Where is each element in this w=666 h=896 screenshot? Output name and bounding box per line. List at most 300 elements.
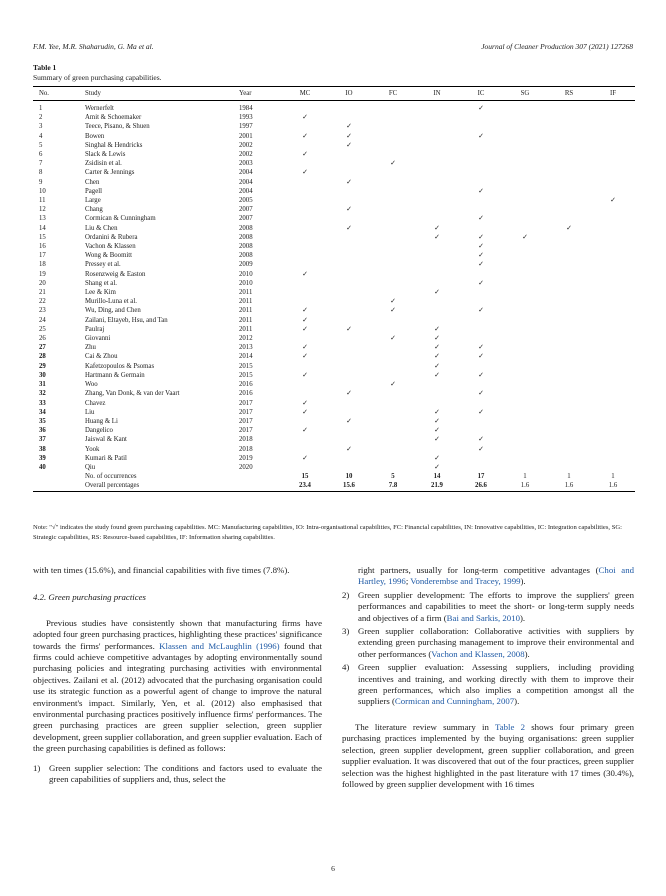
list-item <box>33 763 322 786</box>
cell-empty <box>547 150 591 159</box>
cell-empty <box>327 196 371 205</box>
checkmark-cell: ✓ <box>390 307 396 315</box>
capabilities-table <box>33 86 635 492</box>
cell-empty <box>503 242 547 251</box>
table-reference-link[interactable]: Table 2 <box>494 721 526 732</box>
table-row <box>33 408 635 417</box>
cell-empty <box>591 101 635 114</box>
row-number: 33 <box>39 399 46 407</box>
cell-empty <box>371 242 415 251</box>
cell-empty <box>415 159 459 168</box>
study-name: Cai & Zhou <box>85 353 118 361</box>
cell-empty <box>415 399 459 408</box>
cell-empty <box>327 399 371 408</box>
row-number: 39 <box>39 454 46 462</box>
cell-empty <box>503 389 547 398</box>
study-name: Chen <box>85 178 100 186</box>
study-year: 2011 <box>239 307 253 315</box>
column-header: FC <box>371 87 415 101</box>
cell-empty <box>327 371 371 380</box>
cell-empty <box>503 380 547 389</box>
cell-empty <box>503 306 547 315</box>
cell-empty <box>547 316 591 325</box>
checkmark-cell: ✓ <box>302 132 308 140</box>
table-row <box>33 334 635 343</box>
cell-empty <box>503 463 547 472</box>
checkmark-cell: ✓ <box>346 417 352 425</box>
checkmark-cell: ✓ <box>302 371 308 379</box>
cell-empty <box>547 251 591 260</box>
cell-empty <box>547 101 591 114</box>
table-row <box>33 187 635 196</box>
study-year: 2011 <box>239 316 253 324</box>
cell-empty <box>371 260 415 269</box>
cell-empty <box>547 113 591 122</box>
occurrence-count: 10 <box>345 473 353 481</box>
table-row <box>33 242 635 251</box>
cell-empty <box>591 463 635 472</box>
cell-empty <box>547 445 591 454</box>
study-year: 2002 <box>239 141 253 149</box>
citation-link[interactable]: Bai and Sarkis, 2010 <box>446 612 520 623</box>
study-year: 2011 <box>239 325 253 333</box>
cell-empty <box>547 187 591 196</box>
cell-empty <box>371 178 415 187</box>
cell-empty <box>371 132 415 141</box>
checkmark-cell: ✓ <box>478 408 484 416</box>
study-name: Rosenzweig & Easton <box>85 270 146 278</box>
cell-empty <box>327 168 371 177</box>
cell-empty <box>503 445 547 454</box>
percentage-value: 26.6 <box>459 481 503 491</box>
study-name: Liu & Chen <box>85 224 118 232</box>
cell-empty <box>283 214 327 223</box>
checkmark-cell: ✓ <box>434 371 440 379</box>
checkmark-cell: ✓ <box>390 381 396 389</box>
table-row <box>33 270 635 279</box>
cell-empty <box>591 224 635 233</box>
cell-empty <box>547 132 591 141</box>
study-name: Amit & Schoemaker <box>85 114 142 122</box>
table-row <box>33 101 635 114</box>
running-header-authors: F.M. Yee, M.R. Shaharudin, G. Ma et al. <box>33 42 154 51</box>
cell-empty <box>283 251 327 260</box>
cell-empty <box>415 196 459 205</box>
cell-empty <box>327 380 371 389</box>
citation-link[interactable]: Vachon and Klassen, 2008 <box>431 648 525 659</box>
cell-empty <box>503 417 547 426</box>
cell-empty <box>503 426 547 435</box>
citation-link[interactable]: Cormican and Cunningham, 2007 <box>394 696 515 707</box>
cell-empty <box>283 224 327 233</box>
cell-empty <box>547 435 591 444</box>
study-year: 2016 <box>239 381 253 389</box>
cell-empty <box>547 288 591 297</box>
study-name: Carter & Jennings <box>85 169 135 177</box>
row-number: 14 <box>39 224 46 232</box>
list-number: 4) <box>342 662 350 673</box>
checkmark-cell: ✓ <box>478 261 484 269</box>
cell-empty <box>459 113 503 122</box>
cell-empty <box>415 168 459 177</box>
occurrence-count: 17 <box>477 473 485 481</box>
study-year: 2017 <box>239 427 253 435</box>
study-name: Teece, Pisano, & Shuen <box>85 123 150 131</box>
cell-empty <box>459 380 503 389</box>
running-header-journal: Journal of Cleaner Production 307 (2021) 127268 <box>481 42 633 51</box>
cell-empty <box>591 150 635 159</box>
cell-empty <box>371 279 415 288</box>
study-year: 2016 <box>239 390 253 398</box>
checkmark-cell: ✓ <box>478 344 484 352</box>
row-number: 25 <box>39 325 46 333</box>
text-span: ). <box>520 576 526 587</box>
table-row <box>33 159 635 168</box>
cell-empty <box>591 306 635 315</box>
checkmark-cell: ✓ <box>434 408 440 416</box>
study-year: 2015 <box>239 371 253 379</box>
cell-empty <box>283 288 327 297</box>
cell-empty <box>233 481 283 491</box>
list-number: 3) <box>342 626 350 637</box>
cell-empty <box>415 316 459 325</box>
cell-empty <box>503 159 547 168</box>
cell-empty <box>547 463 591 472</box>
checkmark-cell: ✓ <box>478 243 484 251</box>
cell-empty <box>371 352 415 361</box>
text-span: ). <box>524 648 530 659</box>
cell-empty <box>503 334 547 343</box>
cell-empty <box>415 251 459 260</box>
cell-empty <box>371 101 415 114</box>
cell-empty <box>371 214 415 223</box>
cell-empty <box>327 187 371 196</box>
cell-empty <box>503 343 547 352</box>
cell-empty <box>327 306 371 315</box>
list-item <box>342 590 634 624</box>
left-text-column <box>33 565 322 786</box>
cell-empty <box>591 113 635 122</box>
column-header: MC <box>283 87 327 101</box>
cell-empty <box>503 297 547 306</box>
checkmark-cell: ✓ <box>346 445 352 453</box>
checkmark-cell: ✓ <box>478 105 484 112</box>
cell-empty <box>459 159 503 168</box>
table-row <box>33 168 635 177</box>
table-row <box>33 288 635 297</box>
cell-empty <box>591 325 635 334</box>
citation-link[interactable]: Vonderembse and Tracey, 1999 <box>410 576 521 587</box>
cell-empty <box>327 270 371 279</box>
percentage-value: 21.9 <box>415 481 459 491</box>
cell-empty <box>327 113 371 122</box>
cell-empty <box>459 122 503 131</box>
cell-empty <box>547 389 591 398</box>
checkmark-cell: ✓ <box>346 224 352 232</box>
cell-empty <box>503 101 547 114</box>
study-name: Vachon & Klassen <box>85 243 136 251</box>
table-row <box>33 343 635 352</box>
study-year: 2004 <box>239 178 253 186</box>
cell-empty <box>415 141 459 150</box>
cell-empty <box>591 389 635 398</box>
cell-empty <box>415 205 459 214</box>
cell-empty <box>503 352 547 361</box>
occurrence-count: 14 <box>433 473 441 481</box>
checkmark-cell: ✓ <box>302 454 308 462</box>
cell-empty <box>415 389 459 398</box>
cell-empty <box>547 297 591 306</box>
study-year: 2011 <box>239 298 253 306</box>
cell-empty <box>503 288 547 297</box>
cell-empty <box>547 205 591 214</box>
study-year: 2007 <box>239 206 253 214</box>
cell-empty <box>327 233 371 242</box>
row-number: 13 <box>39 215 46 223</box>
study-name: Ordanini & Rubera <box>85 233 138 241</box>
checkmark-cell: ✓ <box>478 279 484 287</box>
cell-empty <box>503 168 547 177</box>
study-name: Pagell <box>85 187 102 195</box>
cell-empty <box>283 205 327 214</box>
row-number: 20 <box>39 279 46 287</box>
cell-empty <box>503 178 547 187</box>
cell-empty <box>591 408 635 417</box>
study-name: Zailani, Eltayeb, Hsu, and Tan <box>85 316 168 324</box>
occurrence-count: 1 <box>611 473 615 481</box>
study-name: Wernerfelt <box>85 105 114 112</box>
checkmark-cell: ✓ <box>434 344 440 352</box>
cell-empty <box>503 214 547 223</box>
table-container <box>33 86 634 492</box>
paragraph <box>33 618 322 755</box>
cell-empty <box>503 205 547 214</box>
checkmark-cell: ✓ <box>434 335 440 343</box>
cell-empty <box>371 408 415 417</box>
cell-empty <box>547 399 591 408</box>
study-year: 2017 <box>239 417 253 425</box>
table-header-row <box>33 87 635 101</box>
text-span: ; <box>405 576 411 587</box>
table-row <box>33 454 635 463</box>
cell-empty <box>327 334 371 343</box>
checkmark-cell: ✓ <box>346 178 352 186</box>
cell-empty <box>371 270 415 279</box>
cell-empty <box>591 205 635 214</box>
cell-empty <box>415 270 459 279</box>
text-span: ). <box>514 696 520 707</box>
cell-empty <box>459 362 503 371</box>
cell-empty <box>283 445 327 454</box>
cell-empty <box>459 325 503 334</box>
cell-empty <box>459 270 503 279</box>
cell-empty <box>547 270 591 279</box>
column-header: RS <box>547 87 591 101</box>
checkmark-cell: ✓ <box>346 325 352 333</box>
cell-empty <box>503 270 547 279</box>
table-row <box>33 132 635 141</box>
occurrence-count: 1 <box>523 473 527 481</box>
cell-empty <box>327 260 371 269</box>
cell-empty <box>415 178 459 187</box>
cell-empty <box>415 260 459 269</box>
study-year: 2020 <box>239 463 253 471</box>
section-heading: 4.2. Green purchasing practices <box>33 592 146 603</box>
checkmark-cell: ✓ <box>434 289 440 297</box>
cell-empty <box>591 260 635 269</box>
cell-empty <box>371 233 415 242</box>
cell-empty <box>547 168 591 177</box>
table-row <box>33 325 635 334</box>
checkmark-cell: ✓ <box>346 132 352 140</box>
study-year: 2018 <box>239 445 253 453</box>
cell-empty <box>327 316 371 325</box>
cell-empty <box>591 352 635 361</box>
row-number: 28 <box>39 353 46 361</box>
row-number: 40 <box>39 463 46 471</box>
row-number: 12 <box>39 206 46 214</box>
cell-empty <box>415 214 459 223</box>
cell-empty <box>283 362 327 371</box>
study-year: 2008 <box>239 224 253 232</box>
cell-empty <box>371 224 415 233</box>
cell-empty <box>283 389 327 398</box>
study-name: Wu, Ding, and Chen <box>85 307 141 315</box>
study-year: 2011 <box>239 289 253 297</box>
table-row <box>33 224 635 233</box>
cell-empty <box>591 214 635 223</box>
cell-empty <box>371 362 415 371</box>
study-name: Murillo-Luna et al. <box>85 298 137 306</box>
cell-empty <box>459 196 503 205</box>
cell-empty <box>327 352 371 361</box>
text-span: The literature review summary in <box>355 721 495 732</box>
cell-empty <box>371 288 415 297</box>
table-row <box>33 233 635 242</box>
right-text-column <box>342 565 634 790</box>
checkmark-cell: ✓ <box>478 252 484 260</box>
study-name: Woo <box>85 381 98 389</box>
occurrence-count: 15 <box>301 473 309 481</box>
list-text: Green supplier selection: The conditions and factors used to evaluate the green capabilities of suppliers and, thus, select the <box>49 762 322 785</box>
checkmark-cell: ✓ <box>434 362 440 370</box>
row-number: 21 <box>39 289 46 297</box>
cell-empty <box>547 454 591 463</box>
cell-empty <box>459 224 503 233</box>
cell-empty <box>459 168 503 177</box>
study-name: Large <box>85 197 101 205</box>
study-name: Shang et al. <box>85 279 117 287</box>
study-name: Liu <box>85 408 95 416</box>
list-item <box>342 626 634 660</box>
percentage-value: 1.6 <box>547 481 591 491</box>
checkmark-cell: ✓ <box>302 307 308 315</box>
study-name: Chavez <box>85 399 106 407</box>
study-name: Cormican & Cunningham <box>85 215 156 223</box>
study-year: 2017 <box>239 399 253 407</box>
checkmark-cell: ✓ <box>434 353 440 361</box>
checkmark-cell: ✓ <box>346 141 352 149</box>
cell-empty <box>503 187 547 196</box>
checkmark-cell: ✓ <box>302 427 308 435</box>
table-row <box>33 352 635 361</box>
cell-empty <box>547 371 591 380</box>
study-year: 2008 <box>239 233 253 241</box>
cell-empty <box>371 325 415 334</box>
row-number: 4 <box>39 132 43 140</box>
table-row <box>33 463 635 472</box>
study-year: 2015 <box>239 362 253 370</box>
cell-empty <box>327 251 371 260</box>
cell-empty <box>503 150 547 159</box>
cell-empty <box>459 150 503 159</box>
cell-empty <box>591 141 635 150</box>
row-number: 26 <box>39 335 46 343</box>
checkmark-cell: ✓ <box>478 233 484 241</box>
study-name: Pressey et al. <box>85 261 121 269</box>
cell-empty <box>547 380 591 389</box>
row-number: 29 <box>39 362 46 370</box>
study-name: Lee & Kim <box>85 289 116 297</box>
cell-empty <box>591 279 635 288</box>
cell-empty <box>503 316 547 325</box>
cell-empty <box>591 288 635 297</box>
citation-link[interactable]: Choi and Hartley, 1996 <box>358 565 634 587</box>
cell-empty <box>459 141 503 150</box>
cell-empty <box>547 362 591 371</box>
cell-empty <box>459 463 503 472</box>
cell-empty <box>415 297 459 306</box>
cell-empty <box>371 399 415 408</box>
cell-empty <box>415 242 459 251</box>
citation-link[interactable]: Klassen and McLaughlin (1996) <box>159 640 280 651</box>
study-name: Kafetzopoulos & Psomas <box>85 362 155 370</box>
table-row <box>33 141 635 150</box>
row-number: 7 <box>39 160 43 168</box>
cell-empty <box>233 472 283 481</box>
cell-empty <box>503 454 547 463</box>
cell-empty <box>415 279 459 288</box>
cell-empty <box>327 214 371 223</box>
list-item <box>342 662 634 708</box>
study-name: Zhu <box>85 344 96 352</box>
cell-empty <box>371 141 415 150</box>
cell-empty <box>591 454 635 463</box>
cell-empty <box>547 159 591 168</box>
table-row <box>33 251 635 260</box>
study-year: 2004 <box>239 169 253 177</box>
cell-empty <box>459 205 503 214</box>
column-header: Study <box>79 87 233 101</box>
checkmark-cell: ✓ <box>478 187 484 195</box>
checkmark-cell: ✓ <box>434 463 440 471</box>
row-number: 37 <box>39 436 46 444</box>
row-number: 19 <box>39 270 46 278</box>
cell-empty <box>33 481 79 491</box>
cell-empty <box>591 251 635 260</box>
cell-empty <box>547 141 591 150</box>
row-number: 5 <box>39 141 43 149</box>
paragraph: with ten times (15.6%), and financial capabilities with five times (7.8%). <box>33 565 290 575</box>
table-row <box>33 196 635 205</box>
cell-empty <box>547 352 591 361</box>
cell-empty <box>327 362 371 371</box>
row-number: 15 <box>39 233 46 241</box>
checkmark-cell: ✓ <box>522 233 528 241</box>
study-year: 2003 <box>239 160 253 168</box>
text-span: Previous studies have consistently shown that manufacturing firms have adopted four green purchasing practices, highlighting these practices' significance towards the firms' performances. <box>33 617 322 651</box>
row-number: 8 <box>39 169 43 177</box>
